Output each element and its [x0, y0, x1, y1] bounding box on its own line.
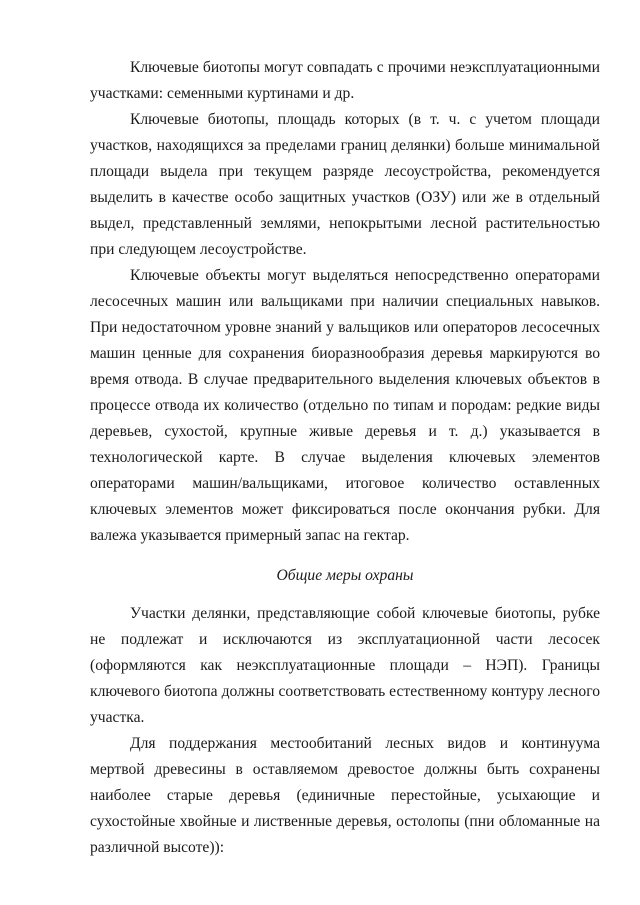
paragraph-key-objects-marking: Ключевые объекты могут выделяться непосредственно операторами лесосечных машин или вальщиками при наличии специальных навыков. При недостаточном уровне знаний у вальщиков или операторов лесосечных машин ценные для сохранения биоразнообразия деревья маркируются во время отвода. В случае предварительного выделения ключевых объектов в процессе отвода их количество (отдельно по типам и породам: редкие виды деревьев, сухостой, крупные живые деревья и т. д.) указывается в технологической карте. В случае выделения ключевых элементов операторами машин/вальщиками, итоговое количество оставленных ключевых элементов может фиксироваться после окончания рубки. Для валежа указывается примерный запас на гектар. — [90, 267, 600, 544]
document-body — [90, 55, 600, 861]
paragraph-key-biotopes-overlap: Ключевые биотопы могут совпадать с прочими неэксплуатационными участками: семенными куртинами и др. — [90, 59, 600, 102]
paragraph-plot-protection: Участки делянки, представляющие собой ключевые биотопы, рубке не подлежат и исключаются из эксплуатационной части лесосек (оформляются как неэксплуатационные площади – НЭП). Границы ключевого биотопа должны соответствовать естественному контуру лесного участка. — [90, 605, 600, 726]
paragraph-key-biotopes-area: Ключевые биотопы, площадь которых (в т. ч. с учетом площади участков, находящихся за пределами границ делянки) больше минимальной площади выдела при текущем разряде лесоустройства, рекомендуется выделить в качестве особо защитных участков (ОЗУ) или же в отдельный выдел, представленный землями, непокрытыми лесной растительностью при следующем лесоустройстве. — [90, 111, 600, 258]
paragraph-habitat-preservation: Для поддержания местообитаний лесных видов и континуума мертвой древесины в оставляемом древостое должны быть сохранены наиболее старые деревья (единичные перестойные, усыхающие и сухостойные хвойные и лиственные деревья, остолопы (пни обломанные на различной высоте)): — [90, 735, 600, 856]
section-heading: Общие меры охраны — [276, 567, 414, 584]
